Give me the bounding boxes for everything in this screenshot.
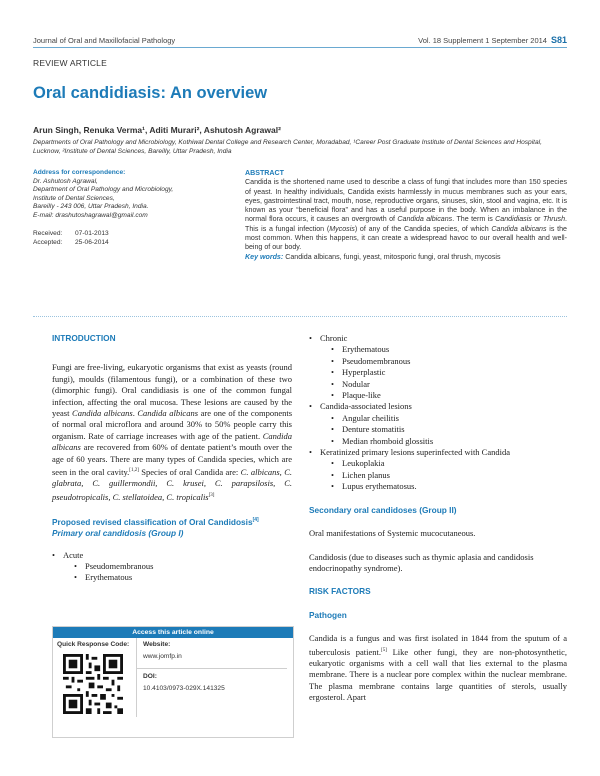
correspondence-dept: Department of Oral Pathology and Microbiology, [33,186,174,194]
risk-heading: RISK FACTORS [309,586,371,597]
pathogen-subheading: Pathogen [309,609,347,620]
list-item: • Pseudomembranous [331,356,567,367]
correspondence-city: Bareilly - 243 006, Uttar Pradesh, India. [33,203,149,211]
classification-heading: Proposed revised classification of Oral Candidosis[4] [52,516,259,527]
section-divider [33,316,567,317]
page-number: S81 [550,35,567,45]
doi-link[interactable]: 10.4103/0973-029X.141325 [143,685,225,692]
qr-code-icon[interactable] [63,654,123,714]
acute-list [52,550,292,584]
list-item: • Candida-associated lesions • Angular cheilitis • Denture stomatitis • Median rhomboid glossitis [309,401,567,447]
list-item: • Angular cheilitis [331,413,567,424]
list-item: • Nodular [331,379,567,390]
chronic-list [309,333,567,493]
affiliations: Departments of Oral Pathology and Microbiology, Kothiwal Dental College and Research Center, Moradabad, ¹Career Post Graduate Institute of Dental Sciences and Hospital, Lucknow, ²Institute of Dental Sciences, Bareilly, Uttar Pradesh, India [33,139,542,155]
journal-name: Journal of Oral and Maxillofacial Pathology [33,36,176,45]
primary-subheading: Primary oral candidosis (Group I) [52,528,184,539]
doi-label: DOI: [143,673,157,680]
correspondence-block [33,169,223,221]
list-item: • Chronic • Erythematous • Pseudomembranous • Hyperplastic • Nodular • Plaque-like [309,333,567,401]
column-right [309,333,567,703]
list-item: • Plaque-like [331,390,567,401]
intro-heading: INTRODUCTION [52,333,116,343]
secondary-paragraph-2: Candidosis (due to diseases such as thymic aplasia and candidosis endocrinopathy syndrome). [309,551,534,573]
correspondence-label: Address for correspondence: [33,169,126,176]
correspondence-inst: Institute of Dental Sciences, [33,194,115,202]
intro-paragraph: Fungi are free-living, eukaryotic organisms that exist as yeasts (round fungi), moulds (filamentous fungi), or a combination of these two (dimorphic fungi). Oral candidiasis is one of the common fungal infection, affecting the oral mucosa. These lesions are caused by the yeast Candida albicans. Candida albicans are one of the components of normal oral microflora and around 30% to 50% people carry this organism. Rate of carriage increases with age of the patient. Candida albicans are recovered from 60% of dentate patient’s mouth over the age of 60 years. There are many types of Candida species, which are seen in the oral cavity.[1,2] Species of oral Candida are: C. albicans, C. glabrata, C. guillermondii, C. krusei, C. parapsilosis, C. pseudotropicalis, C. stellatoidea, C. tropicalis[3] [52,362,293,502]
qr-label: Quick Response Code: [57,641,130,648]
correspondence-name: Dr. Ashutosh Agrawal, [33,177,98,185]
dates-block [33,230,109,247]
website-link[interactable]: www.jomfp.in [143,653,182,660]
list-item: • Pseudomembranous [74,561,292,572]
list-item: • Erythematous [74,572,292,583]
list-item: • Keratinized primary lesions superinfected with Candida • Leukoplakia • Lichen planus • Lupus erythematosus. [309,447,567,493]
website-label: Website: [143,641,171,648]
issue-text: Vol. 18 Supplement 1 September 2014 [418,36,547,45]
abstract [245,169,567,262]
list-item: • Median rhomboid glossitis [331,436,567,447]
abstract-heading: ABSTRACT [245,169,285,177]
accepted-label: Accepted: [33,238,63,246]
accepted-date: 25-06-2014 [75,238,109,246]
article-title: Oral candidiasis: An overview [33,84,268,102]
access-box-heading: Access this article online [53,627,293,638]
list-item: • Erythematous [331,344,567,355]
pathogen-paragraph: Candida is a fungus and was first isolated in 1844 from the sputum of a tuberculosis patient.[5] Like other fungi, they are non-photosynthetic, eukaryotic organisms with a cell wall that lies external to the plasma membrane. There is a nuclear pore complex within the nuclear membrane. The plasma membrane contains large quantities of sterols, usually ergosterol. Apart [309,633,567,702]
list-item: • Lupus erythematosus. [331,481,567,492]
article-type: REVIEW ARTICLE [33,58,107,68]
header-rule [33,47,567,48]
abstract-text: Candida is the shortened name used to describe a class of fungi that includes more than 150 species of yeast. In healthy individuals, Candida exists harmlessly in mucus membranes such as your ears, eyes, gastrointestinal tract, mouth, nose, reproductive organs, sinuses, skin, stool and vagina, etc. It is known as your “beneficial flora” and has a useful purpose in the body. When an imbalance in the normal flora occurs, it causes an overgrowth of Candida albicans. The term is Candidiasis or Thrush. This is a fungal infection (Mycosis) of any of the Candida species, of which Candida albicans is the most common. When this happens, it can create a widespread havoc to our overall health and well-being of our body. [245,178,567,252]
issue-info [418,35,567,45]
secondary-heading: Secondary oral candidoses (Group II) [309,504,457,515]
column-left [52,333,292,584]
received-label: Received: [33,230,63,237]
received-date: 07-01-2013 [75,230,109,237]
list-item: • Hyperplastic [331,367,567,378]
secondary-paragraph-1: Oral manifestations of Systemic mucocutaneous. [309,528,476,539]
keywords-label: Key words: [245,252,284,261]
correspondence-email[interactable]: E-mail: drashutoshagrawal@gmail.com [33,211,148,219]
list-item: • Acute • Pseudomembranous • Erythematous [52,550,292,584]
list-item: • Denture stomatitis [331,424,567,435]
list-item: • Leukoplakia [331,458,567,469]
authors: Arun Singh, Renuka Verma¹, Aditi Murari², Ashutosh Agrawal² [33,125,281,135]
keywords: Key words: Candida albicans, fungi, yeast, mitosporic fungi, oral thrush, mycosis [245,252,501,261]
list-item: • Lichen planus [331,470,567,481]
access-article-box [52,626,294,738]
